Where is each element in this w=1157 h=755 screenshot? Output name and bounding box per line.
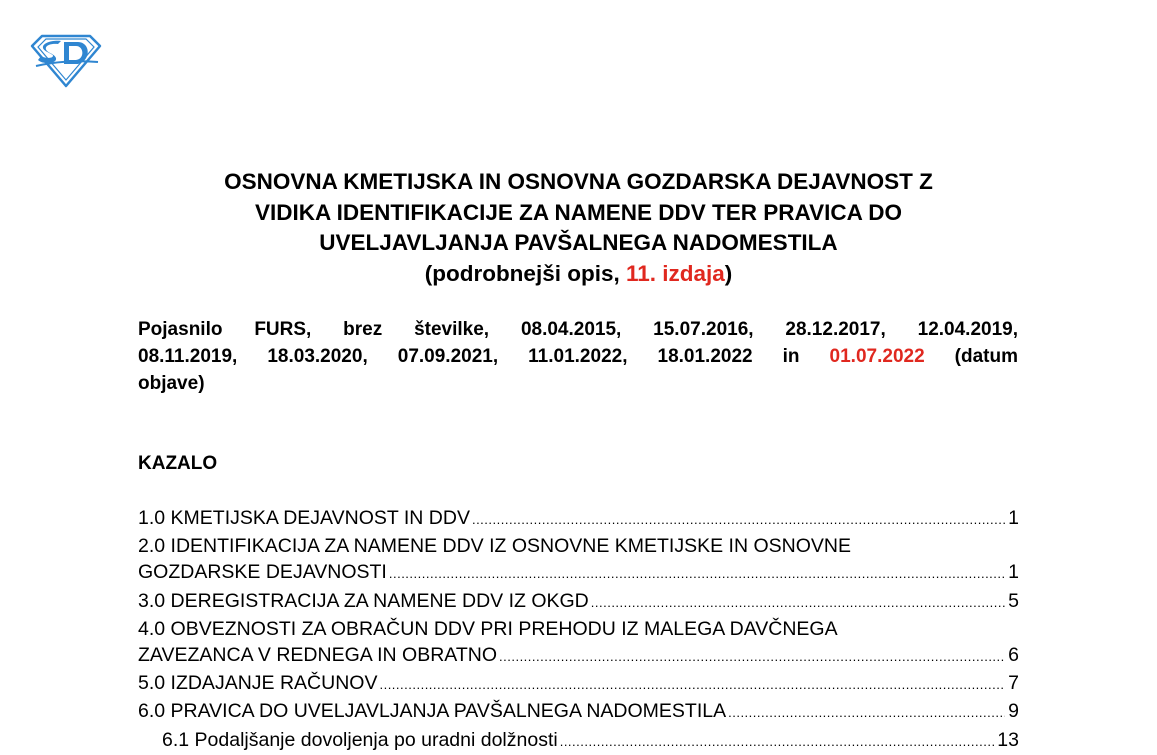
toc-entry-text: GOZDARSKE DEJAVNOSTI [138,561,387,584]
toc-entry-text-line1: 2.0 IDENTIFIKACIJA ZA NAMENE DDV IZ OSNOVNE KMETIJSKE IN OSNOVNE [138,535,851,558]
title-subtitle [0,259,1157,290]
toc-entry-text: 6.1 Podaljšanje dovoljenja po uradni dolžnosti [162,728,558,751]
toc-leader-dots [560,727,995,755]
toc-entry-page: 6 [1008,644,1019,667]
explanation-line-1: Pojasnilo FURS, brez številke, 08.04.2015, 15.07.2016, 28.12.2017, 12.04.2019, [138,319,1018,340]
toc-entry-page: 1 [1008,507,1019,529]
toc-entry-page: 5 [1008,589,1019,612]
latest-date: 01.07.2022 [829,346,925,367]
toc-leader-dots [379,670,1005,698]
toc-entry-page: 1 [1008,561,1019,584]
explanation-line-3: objave) [138,373,205,394]
toc-entry-2[interactable] [138,533,1019,587]
title-line-2: VIDIKA IDENTIFIKACIJE ZA NAMENE DDV TER PRAVICA DO [254,199,903,225]
toc-entry-page: 13 [997,728,1019,751]
toc-leader-dots [472,505,1005,533]
furs-logo-icon [28,34,104,88]
document-title [0,167,1157,289]
toc-entry-text: 5.0 IZDAJANJE RAČUNOV [138,672,378,695]
toc-entry-text: 1.0 KMETIJSKA DEJAVNOST IN DDV [138,507,470,529]
toc-entry-1[interactable] [138,505,1019,533]
toc-leader-dots [591,588,1005,616]
table-of-contents [138,505,1019,755]
toc-entry-text: ZAVEZANCA V REDNEGA IN OBRATNO [138,644,498,667]
explanation-line-2 [138,343,1018,370]
title-line-1: OSNOVNA KMETIJSKA IN OSNOVNA GOZDARSKA DEJAVNOST Z [224,169,933,194]
toc-entry-page: 9 [1008,700,1019,723]
toc-heading: KAZALO [138,453,218,474]
toc-entry-6-1[interactable] [138,727,1019,755]
toc-leader-dots [389,559,1005,587]
toc-entry-text: 3.0 DEREGISTRACIJA ZA NAMENE DDV IZ OKGD [138,589,589,612]
toc-entry-4[interactable] [138,616,1019,670]
toc-leader-dots [728,698,1005,726]
title-line-3: UVELJAVLJANJA PAVŠALNEGA NADOMESTILA [319,230,838,255]
toc-leader-dots [499,642,1005,670]
subtitle-open: (podrobnejši opis, [424,260,626,286]
subtitle-close: ) [724,260,733,286]
explanation-tail: (datum [954,346,1018,367]
edition-label: 11. izdaja [625,260,725,286]
toc-entry-text-line1: 4.0 OBVEZNOSTI ZA OBRAČUN DDV PRI PREHODU IZ MALEGA DAVČNEGA [138,617,838,640]
toc-entry-3[interactable] [138,588,1019,616]
toc-entry-text: 6.0 PRAVICA DO UVELJAVLJANJA PAVŠALNEGA NADOMESTILA [138,700,727,723]
toc-entry-5[interactable] [138,670,1019,698]
explanation-paragraph [138,316,1018,397]
explanation-dates: 08.11.2019, 18.03.2020, 07.09.2021, 11.01.2022, 18.01.2022 in [138,346,800,367]
toc-entry-page: 7 [1008,672,1019,695]
toc-entry-6[interactable] [138,698,1019,726]
